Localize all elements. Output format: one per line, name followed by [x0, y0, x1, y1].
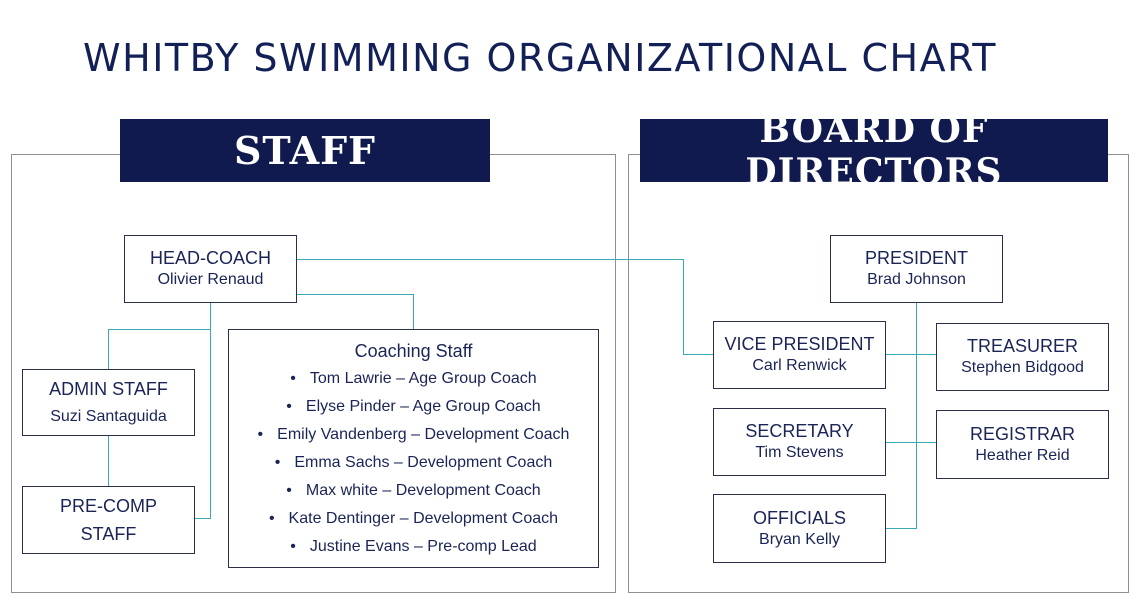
board-banner: BOARD OF DIRECTORS	[640, 119, 1108, 182]
connector-line	[296, 259, 684, 260]
connector-line	[885, 354, 937, 355]
pre-comp-staff-box	[22, 486, 195, 554]
connector-line	[683, 259, 684, 355]
connector-line	[413, 294, 414, 330]
admin-staff-box	[22, 369, 195, 436]
person-name: Olivier Renaud	[157, 271, 264, 288]
connector-line	[108, 329, 211, 330]
connector-line	[916, 302, 917, 529]
staff-banner: STAFF	[120, 119, 490, 182]
list-item: • Emma Sachs – Development Coach	[274, 454, 553, 471]
person-name: Heather Reid	[975, 446, 1070, 464]
person-name: Carl Renwick	[752, 357, 847, 374]
registrar-box	[936, 410, 1109, 479]
role-label: VICE PRESIDENT	[724, 334, 875, 354]
role-label: STAFF	[80, 524, 137, 544]
connector-line	[683, 354, 714, 355]
secretary-box	[713, 408, 886, 476]
list-item: • Elyse Pinder – Age Group Coach	[286, 398, 541, 415]
list-item: • Justine Evans – Pre-comp Lead	[290, 538, 537, 555]
president-box	[830, 235, 1003, 303]
role-label: SECRETARY	[745, 421, 854, 441]
treasurer-box	[936, 323, 1109, 391]
head-coach-box	[124, 235, 297, 303]
role-label: TREASURER	[966, 336, 1078, 356]
chart-title: WHITBY SWIMMING ORGANIZATIONAL CHART	[83, 36, 997, 80]
coaching-staff-list	[258, 365, 570, 561]
role-label: REGISTRAR	[969, 423, 1075, 444]
connector-line	[108, 435, 109, 486]
vice-president-box	[713, 321, 886, 389]
connector-line	[885, 528, 917, 529]
connector-line	[885, 442, 937, 443]
role-label: OFFICIALS	[752, 507, 846, 528]
coaching-staff-box	[228, 329, 599, 568]
list-item: • Kate Dentinger – Development Coach	[268, 510, 559, 527]
person-name: Suzi Santaguida	[50, 407, 167, 425]
officials-box	[713, 494, 886, 563]
connector-line	[194, 518, 211, 519]
person-name: Brad Johnson	[867, 271, 966, 288]
list-item: • Max white – Development Coach	[286, 482, 541, 499]
connector-line	[296, 294, 414, 295]
person-name: Stephen Bidgood	[961, 359, 1084, 376]
person-name: Bryan Kelly	[759, 530, 840, 548]
list-item: • Tom Lawrie – Age Group Coach	[290, 370, 537, 387]
person-name: Tim Stevens	[755, 444, 844, 461]
role-label: ADMIN STAFF	[49, 378, 168, 399]
role-label: PRE-COMP	[59, 496, 157, 516]
list-item: • Emily Vandenberg – Development Coach	[257, 426, 570, 443]
role-label: HEAD-COACH	[149, 248, 271, 268]
role-label: PRESIDENT	[864, 248, 969, 268]
connector-line	[210, 302, 211, 519]
coaching-staff-heading: Coaching Staff	[354, 341, 473, 361]
connector-line	[108, 329, 109, 369]
